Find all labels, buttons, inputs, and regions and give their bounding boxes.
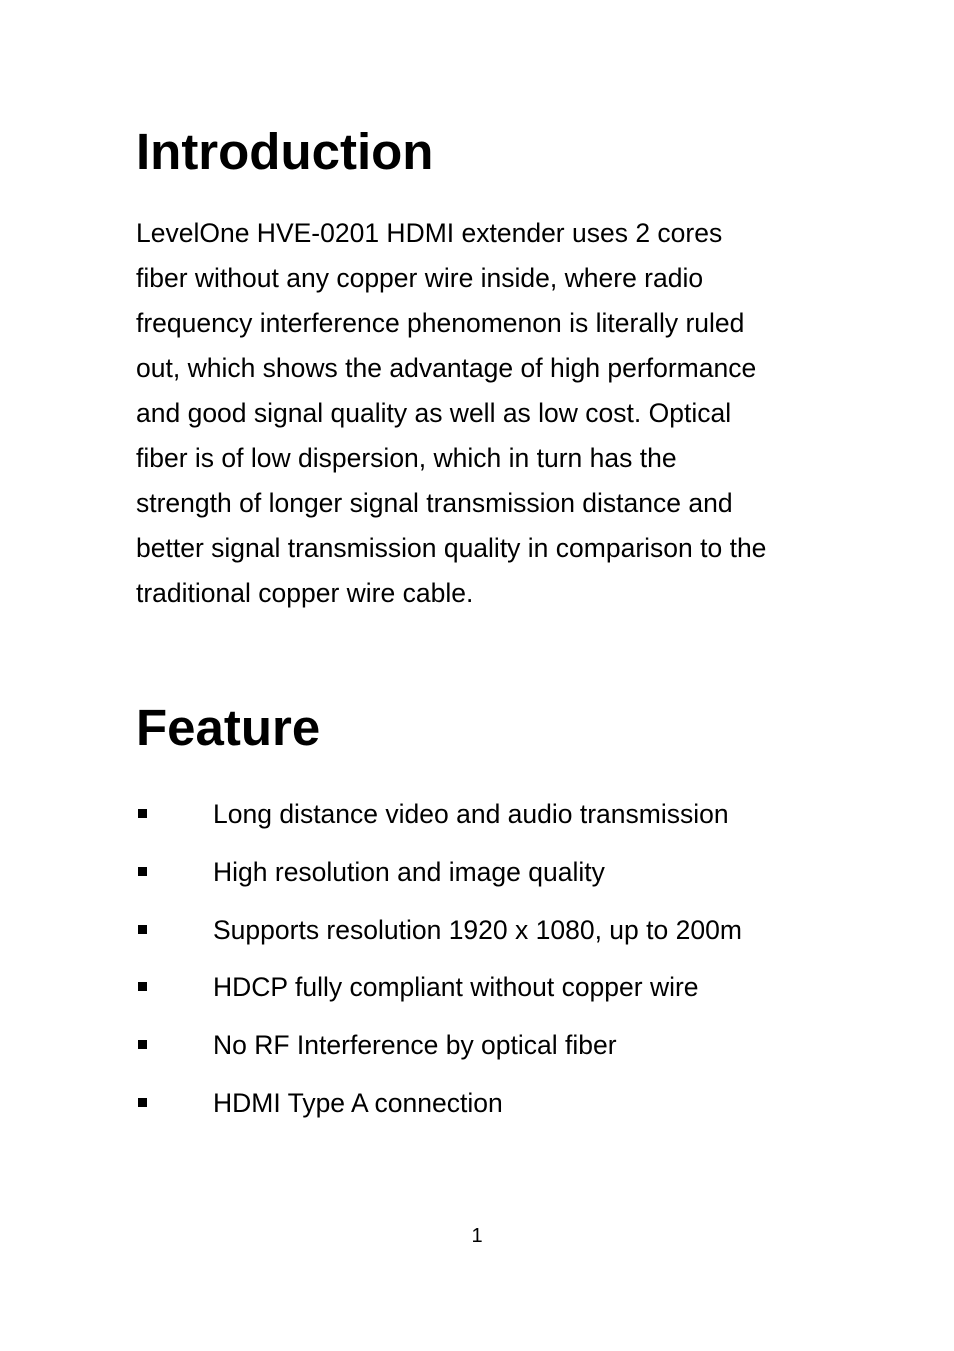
feature-heading: Feature	[136, 699, 321, 756]
feature-item	[0, 1023, 954, 1081]
feature-item-text: High resolution and image quality	[213, 856, 605, 887]
introduction-line: better signal transmission quality in comparison to the	[136, 533, 767, 563]
feature-item-text: Supports resolution 1920 x 1080, up to 200m	[213, 914, 742, 945]
feature-item	[0, 850, 954, 908]
introduction-line: traditional copper wire cable.	[136, 578, 474, 608]
introduction-line: out, which shows the advantage of high performance	[136, 353, 757, 383]
introduction-heading: Introduction	[136, 123, 434, 180]
square-bullet-icon	[138, 809, 147, 818]
square-bullet-icon	[138, 867, 147, 876]
feature-item	[0, 792, 954, 850]
feature-list	[0, 792, 954, 1139]
square-bullet-icon	[138, 982, 147, 991]
square-bullet-icon	[138, 1040, 147, 1049]
feature-item-text: Long distance video and audio transmission	[213, 799, 729, 829]
feature-item-text: HDMI Type A connection	[213, 1087, 503, 1118]
introduction-line: fiber is of low dispersion, which in turn has the	[136, 443, 677, 473]
introduction-line: strength of longer signal transmission distance and	[136, 488, 733, 518]
feature-item	[0, 965, 954, 1023]
feature-item-text: No RF Interference by optical fiber	[213, 1030, 617, 1061]
feature-item	[0, 1081, 954, 1139]
feature-item	[0, 908, 954, 966]
introduction-paragraph	[136, 211, 836, 616]
introduction-line: and good signal quality as well as low cost. Optical	[136, 398, 732, 428]
introduction-line: frequency interference phenomenon is literally ruled	[136, 308, 745, 338]
feature-item-text: HDCP fully compliant without copper wire	[213, 972, 699, 1003]
page-number: 1	[471, 1225, 483, 1247]
introduction-line: LevelOne HVE-0201 HDMI extender uses 2 cores	[136, 218, 723, 248]
introduction-line: fiber without any copper wire inside, where radio	[136, 263, 704, 293]
square-bullet-icon	[138, 925, 147, 934]
square-bullet-icon	[138, 1098, 147, 1107]
